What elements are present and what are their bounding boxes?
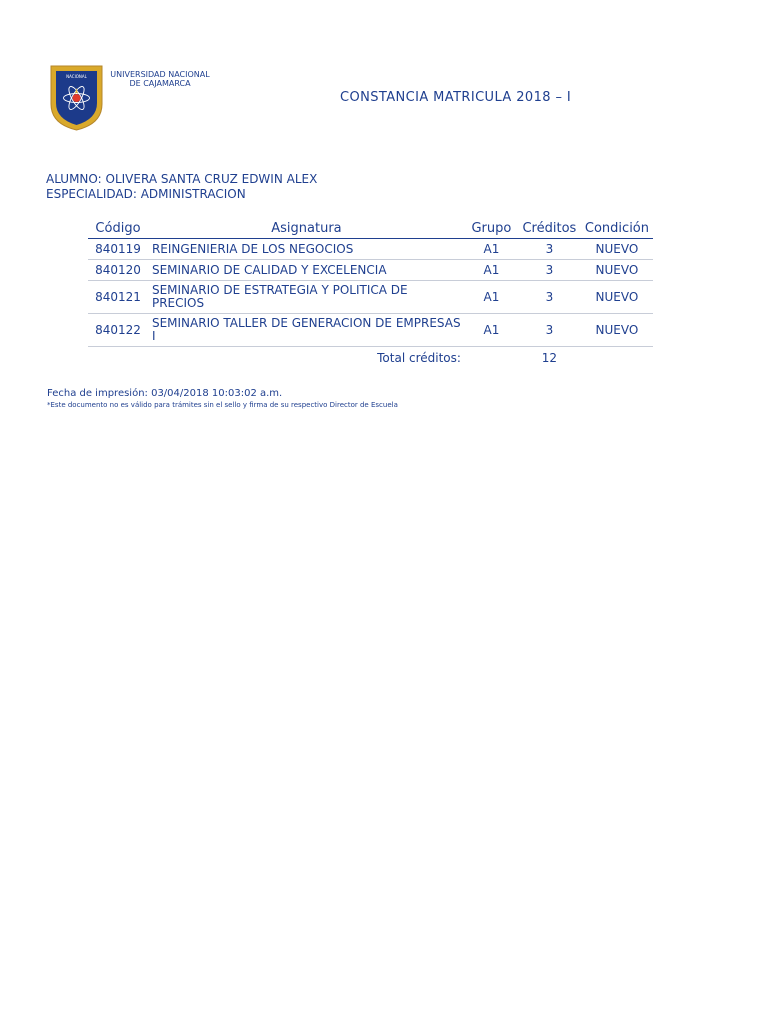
course-code: 840122: [88, 314, 148, 347]
course-credits: 3: [518, 281, 581, 314]
footer: [47, 388, 398, 409]
course-name: SEMINARIO DE ESTRATEGIA Y POLITICA DE PRECIOS: [148, 281, 465, 314]
university-name: [106, 70, 214, 88]
student-info: [46, 172, 317, 202]
course-name: SEMINARIO TALLER DE GENERACION DE EMPRESAS I: [148, 314, 465, 347]
course-group: A1: [465, 314, 518, 347]
table-row: [88, 260, 653, 281]
column-header-asignatura: Asignatura: [148, 218, 465, 239]
total-credits-value: 12: [541, 350, 558, 365]
course-condition: NUEVO: [581, 314, 653, 347]
course-name: REINGENIERIA DE LOS NEGOCIOS: [148, 239, 465, 260]
disclaimer-note: *Este documento no es válido para trámites sin el sello y firma de su respectivo Director de Escuela: [47, 401, 398, 409]
course-code: 840120: [88, 260, 148, 281]
course-code: 840119: [88, 239, 148, 260]
courses-table: [88, 218, 653, 369]
table-row: [88, 239, 653, 260]
course-name: SEMINARIO DE CALIDAD Y EXCELENCIA: [148, 260, 465, 281]
student-specialty: ESPECIALIDAD: ADMINISTRACION: [46, 187, 246, 201]
total-row: [88, 347, 653, 370]
course-code: 840121: [88, 281, 148, 314]
table-header-row: [88, 218, 653, 239]
print-date: Fecha de impresión: 03/04/2018 10:03:02 a.m.: [47, 388, 283, 399]
university-name-line2: DE CAJAMARCA: [129, 79, 191, 88]
course-group: A1: [465, 281, 518, 314]
course-group: A1: [465, 260, 518, 281]
course-condition: NUEVO: [581, 260, 653, 281]
course-credits: 3: [518, 239, 581, 260]
column-header-codigo: Código: [88, 218, 148, 239]
column-header-condicion: Condición: [581, 218, 653, 239]
document-title: CONSTANCIA MATRICULA 2018 – I: [340, 90, 572, 105]
course-credits: 3: [518, 314, 581, 347]
course-group: A1: [465, 239, 518, 260]
student-name: ALUMNO: OLIVERA SANTA CRUZ EDWIN ALEX: [46, 172, 318, 186]
university-name-line1: UNIVERSIDAD NACIONAL: [110, 70, 210, 79]
table-row: [88, 314, 653, 347]
column-header-creditos: Créditos: [518, 218, 581, 239]
course-credits: 3: [518, 260, 581, 281]
total-credits-label: Total créditos:: [377, 350, 461, 365]
svg-text:NACIONAL: NACIONAL: [66, 74, 87, 79]
university-crest-icon: [49, 64, 104, 132]
course-condition: NUEVO: [581, 281, 653, 314]
table-row: [88, 281, 653, 314]
column-header-grupo: Grupo: [465, 218, 518, 239]
course-condition: NUEVO: [581, 239, 653, 260]
